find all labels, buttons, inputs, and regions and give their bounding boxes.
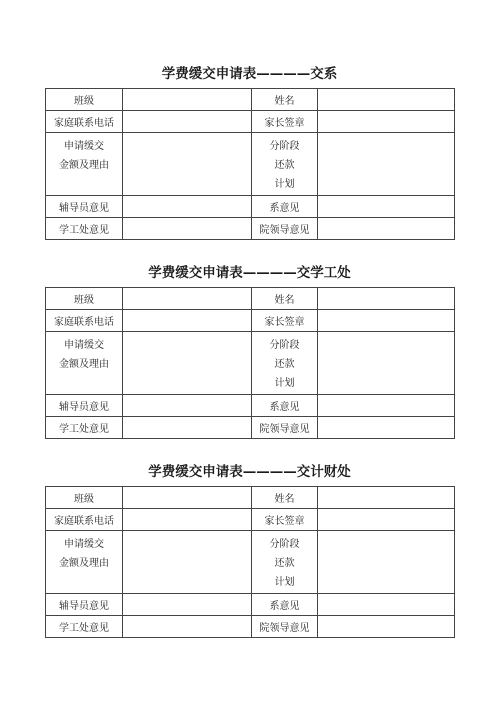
application-table xyxy=(45,287,455,439)
apply-amount-reason-label xyxy=(46,332,123,395)
apply-amount-reason-field[interactable] xyxy=(123,531,252,594)
dept-opinion-field[interactable] xyxy=(318,594,455,616)
student-affairs-opinion-label: 学工处意见 xyxy=(46,218,123,240)
college-leader-opinion-label: 院领导意见 xyxy=(252,616,318,638)
table-row xyxy=(46,89,455,111)
student-affairs-opinion-field[interactable] xyxy=(123,218,252,240)
table-row xyxy=(46,332,455,395)
college-leader-opinion-field[interactable] xyxy=(318,218,455,240)
apply-label-line: 申请缓交 xyxy=(64,340,104,351)
apply-label-line: 金额及理由 xyxy=(59,160,109,171)
apply-label-line: 金额及理由 xyxy=(59,359,109,370)
name-label: 姓名 xyxy=(252,288,318,310)
college-leader-opinion-label: 院领导意见 xyxy=(252,417,318,439)
installment-label-line: 计划 xyxy=(274,179,295,190)
family-phone-label: 家庭联系电话 xyxy=(46,310,123,332)
installment-plan-label xyxy=(252,133,318,196)
parent-signature-field[interactable] xyxy=(318,509,455,531)
apply-amount-reason-label xyxy=(46,133,123,196)
table-row xyxy=(46,487,455,509)
counselor-opinion-field[interactable] xyxy=(123,594,252,616)
form-title: 学费缓交申请表————交学工处 xyxy=(148,265,351,281)
parent-signature-label: 家长签章 xyxy=(252,111,318,133)
dept-opinion-field[interactable] xyxy=(318,395,455,417)
installment-label-line: 计划 xyxy=(274,577,295,588)
dept-opinion-field[interactable] xyxy=(318,196,455,218)
installment-label-line: 分阶段 xyxy=(269,340,300,351)
college-leader-opinion-field[interactable] xyxy=(318,616,455,638)
parent-signature-label: 家长签章 xyxy=(252,310,318,332)
family-phone-label: 家庭联系电话 xyxy=(46,111,123,133)
apply-amount-reason-field[interactable] xyxy=(123,133,252,196)
apply-amount-reason-label xyxy=(46,531,123,594)
form-department-copy xyxy=(45,64,454,240)
counselor-opinion-label: 辅导员意见 xyxy=(46,594,123,616)
dept-opinion-label: 系意见 xyxy=(252,395,318,417)
college-leader-opinion-label: 院领导意见 xyxy=(252,218,318,240)
counselor-opinion-field[interactable] xyxy=(123,395,252,417)
form-student-affairs-copy xyxy=(45,263,454,439)
installment-label-line: 计划 xyxy=(274,378,295,389)
dept-opinion-label: 系意见 xyxy=(252,594,318,616)
college-leader-opinion-field[interactable] xyxy=(318,417,455,439)
installment-plan-field[interactable] xyxy=(318,133,455,196)
class-field[interactable] xyxy=(123,288,252,310)
student-affairs-opinion-label: 学工处意见 xyxy=(46,616,123,638)
installment-label-line: 还款 xyxy=(274,160,295,171)
class-field[interactable] xyxy=(123,487,252,509)
name-field[interactable] xyxy=(318,288,455,310)
counselor-opinion-field[interactable] xyxy=(123,196,252,218)
table-row xyxy=(46,616,455,638)
student-affairs-opinion-field[interactable] xyxy=(123,417,252,439)
apply-amount-reason-field[interactable] xyxy=(123,332,252,395)
form-title: 学费缓交申请表————交计财处 xyxy=(148,464,351,480)
counselor-opinion-label: 辅导员意见 xyxy=(46,196,123,218)
table-row xyxy=(46,531,455,594)
table-row xyxy=(46,417,455,439)
class-field[interactable] xyxy=(123,89,252,111)
table-row xyxy=(46,395,455,417)
family-phone-field[interactable] xyxy=(123,509,252,531)
table-row xyxy=(46,509,455,531)
class-label: 班级 xyxy=(46,89,123,111)
form-finance-copy xyxy=(45,462,454,638)
table-row xyxy=(46,310,455,332)
installment-label-line: 分阶段 xyxy=(269,141,300,152)
application-table xyxy=(45,88,455,240)
table-row xyxy=(46,196,455,218)
counselor-opinion-label: 辅导员意见 xyxy=(46,395,123,417)
parent-signature-label: 家长签章 xyxy=(252,509,318,531)
installment-plan-label xyxy=(252,332,318,395)
student-affairs-opinion-field[interactable] xyxy=(123,616,252,638)
name-label: 姓名 xyxy=(252,487,318,509)
apply-label-line: 金额及理由 xyxy=(59,558,109,569)
installment-label-line: 还款 xyxy=(274,558,295,569)
name-field[interactable] xyxy=(318,487,455,509)
student-affairs-opinion-label: 学工处意见 xyxy=(46,417,123,439)
family-phone-field[interactable] xyxy=(123,310,252,332)
application-table xyxy=(45,486,455,638)
table-row xyxy=(46,288,455,310)
family-phone-label: 家庭联系电话 xyxy=(46,509,123,531)
table-row xyxy=(46,218,455,240)
installment-plan-field[interactable] xyxy=(318,332,455,395)
name-label: 姓名 xyxy=(252,89,318,111)
table-row xyxy=(46,133,455,196)
class-label: 班级 xyxy=(46,288,123,310)
dept-opinion-label: 系意见 xyxy=(252,196,318,218)
installment-label-line: 还款 xyxy=(274,359,295,370)
table-row xyxy=(46,594,455,616)
installment-plan-label xyxy=(252,531,318,594)
apply-label-line: 申请缓交 xyxy=(64,539,104,550)
family-phone-field[interactable] xyxy=(123,111,252,133)
parent-signature-field[interactable] xyxy=(318,111,455,133)
name-field[interactable] xyxy=(318,89,455,111)
installment-plan-field[interactable] xyxy=(318,531,455,594)
class-label: 班级 xyxy=(46,487,123,509)
form-title: 学费缓交申请表————交系 xyxy=(161,66,338,82)
apply-label-line: 申请缓交 xyxy=(64,141,104,152)
parent-signature-field[interactable] xyxy=(318,310,455,332)
installment-label-line: 分阶段 xyxy=(269,539,300,550)
table-row xyxy=(46,111,455,133)
